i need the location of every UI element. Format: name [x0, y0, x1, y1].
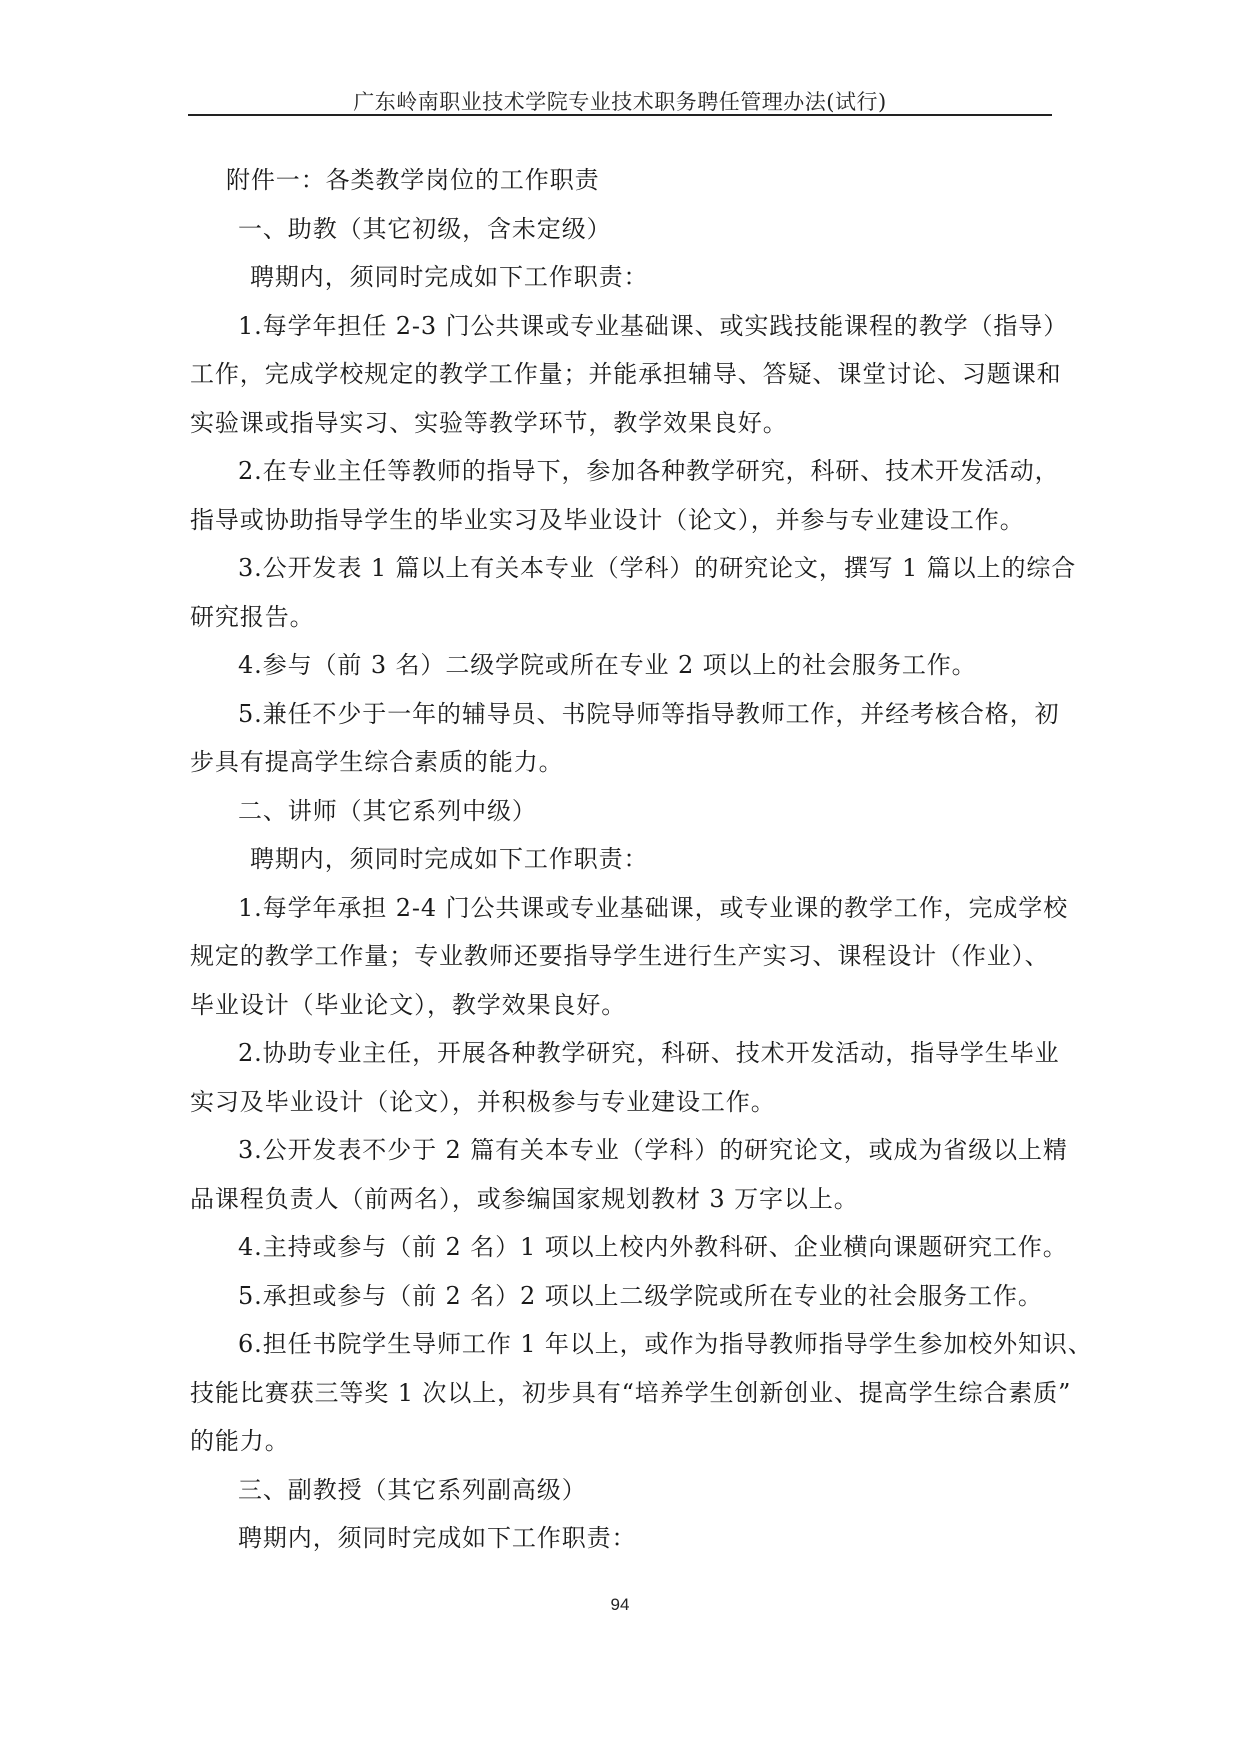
text-line: 三、副教授（其它系列副高级）	[238, 1475, 587, 1504]
text-line: 规定的教学工作量；专业教师还要指导学生进行生产实习、课程设计（作业）、	[190, 942, 1050, 970]
text-line: 4.主持或参与（前 2 名）1 项以上校内外教科研、企业横向课题研究工作。	[238, 1233, 1068, 1261]
text-line: 2.协助专业主任，开展各种教学研究，科研、技术开发活动，指导学生毕业	[238, 1039, 1060, 1067]
text-line: 实验课或指导实习、实验等教学环节，教学效果良好。	[190, 408, 788, 437]
text-line: 聘期内，须同时完成如下工作职责：	[238, 1524, 637, 1552]
text-line: 6.担任书院学生导师工作 1 年以上，或作为指导教师指导学生参加校外知识、	[238, 1330, 1093, 1358]
text-line: 聘期内，须同时完成如下工作职责：	[250, 263, 649, 291]
text-line: 品课程负责人（前两名），或参编国家规划教材 3 万字以上。	[190, 1184, 859, 1213]
text-line: 一、助教（其它初级，含未定级）	[238, 214, 612, 243]
text-line: 3.公开发表不少于 2 篇有关本专业（学科）的研究论文，或成为省级以上精	[238, 1136, 1068, 1164]
text-line: 技能比赛获三等奖 1 次以上，初步具有“培养学生创新创业、提高学生综合素质”	[190, 1378, 1072, 1407]
text-line: 2.在专业主任等教师的指导下，参加各种教学研究，科研、技术开发活动，	[238, 457, 1060, 485]
text-line: 的能力。	[190, 1427, 290, 1455]
page-number: 94	[610, 1595, 630, 1614]
text-line: 步具有提高学生综合素质的能力。	[190, 748, 564, 776]
text-line: 毕业设计（毕业论文），教学效果良好。	[190, 990, 627, 1019]
text-line: 工作，完成学校规定的教学工作量；并能承担辅导、答疑、课堂讨论、习题课和	[190, 360, 1062, 388]
page-header-title: 广东岭南职业技术学院专业技术职务聘任管理办法(试行)	[353, 90, 887, 114]
text-line: 1.每学年担任 2-3 门公共课或专业基础课、或实践技能课程的教学（指导）	[238, 311, 1069, 340]
text-line: 3.公开发表 1 篇以上有关本专业（学科）的研究论文，撰写 1 篇以上的综合	[238, 554, 1077, 582]
document-body	[190, 156, 1093, 1563]
text-line: 4.参与（前 3 名）二级学院或所在专业 2 项以上的社会服务工作。	[238, 651, 977, 679]
text-line: 5.兼任不少于一年的辅导员、书院导师等指导教师工作，并经考核合格，初	[238, 699, 1060, 728]
text-line: 二、讲师（其它系列中级）	[238, 796, 537, 825]
text-line: 实习及毕业设计（论文），并积极参与专业建设工作。	[190, 1087, 776, 1116]
text-line: 指导或协助指导学生的毕业实习及毕业设计（论文），并参与专业建设工作。	[190, 505, 1025, 534]
text-line: 5.承担或参与（前 2 名）2 项以上二级学院或所在专业的社会服务工作。	[238, 1281, 1043, 1310]
text-line: 1.每学年承担 2-4 门公共课或专业基础课，或专业课的教学工作，完成学校	[238, 893, 1069, 922]
header-divider	[188, 114, 1052, 116]
text-line: 研究报告。	[190, 602, 315, 631]
text-line: 聘期内，须同时完成如下工作职责：	[250, 845, 649, 873]
text-line: 附件一：各类教学岗位的工作职责	[226, 166, 600, 194]
